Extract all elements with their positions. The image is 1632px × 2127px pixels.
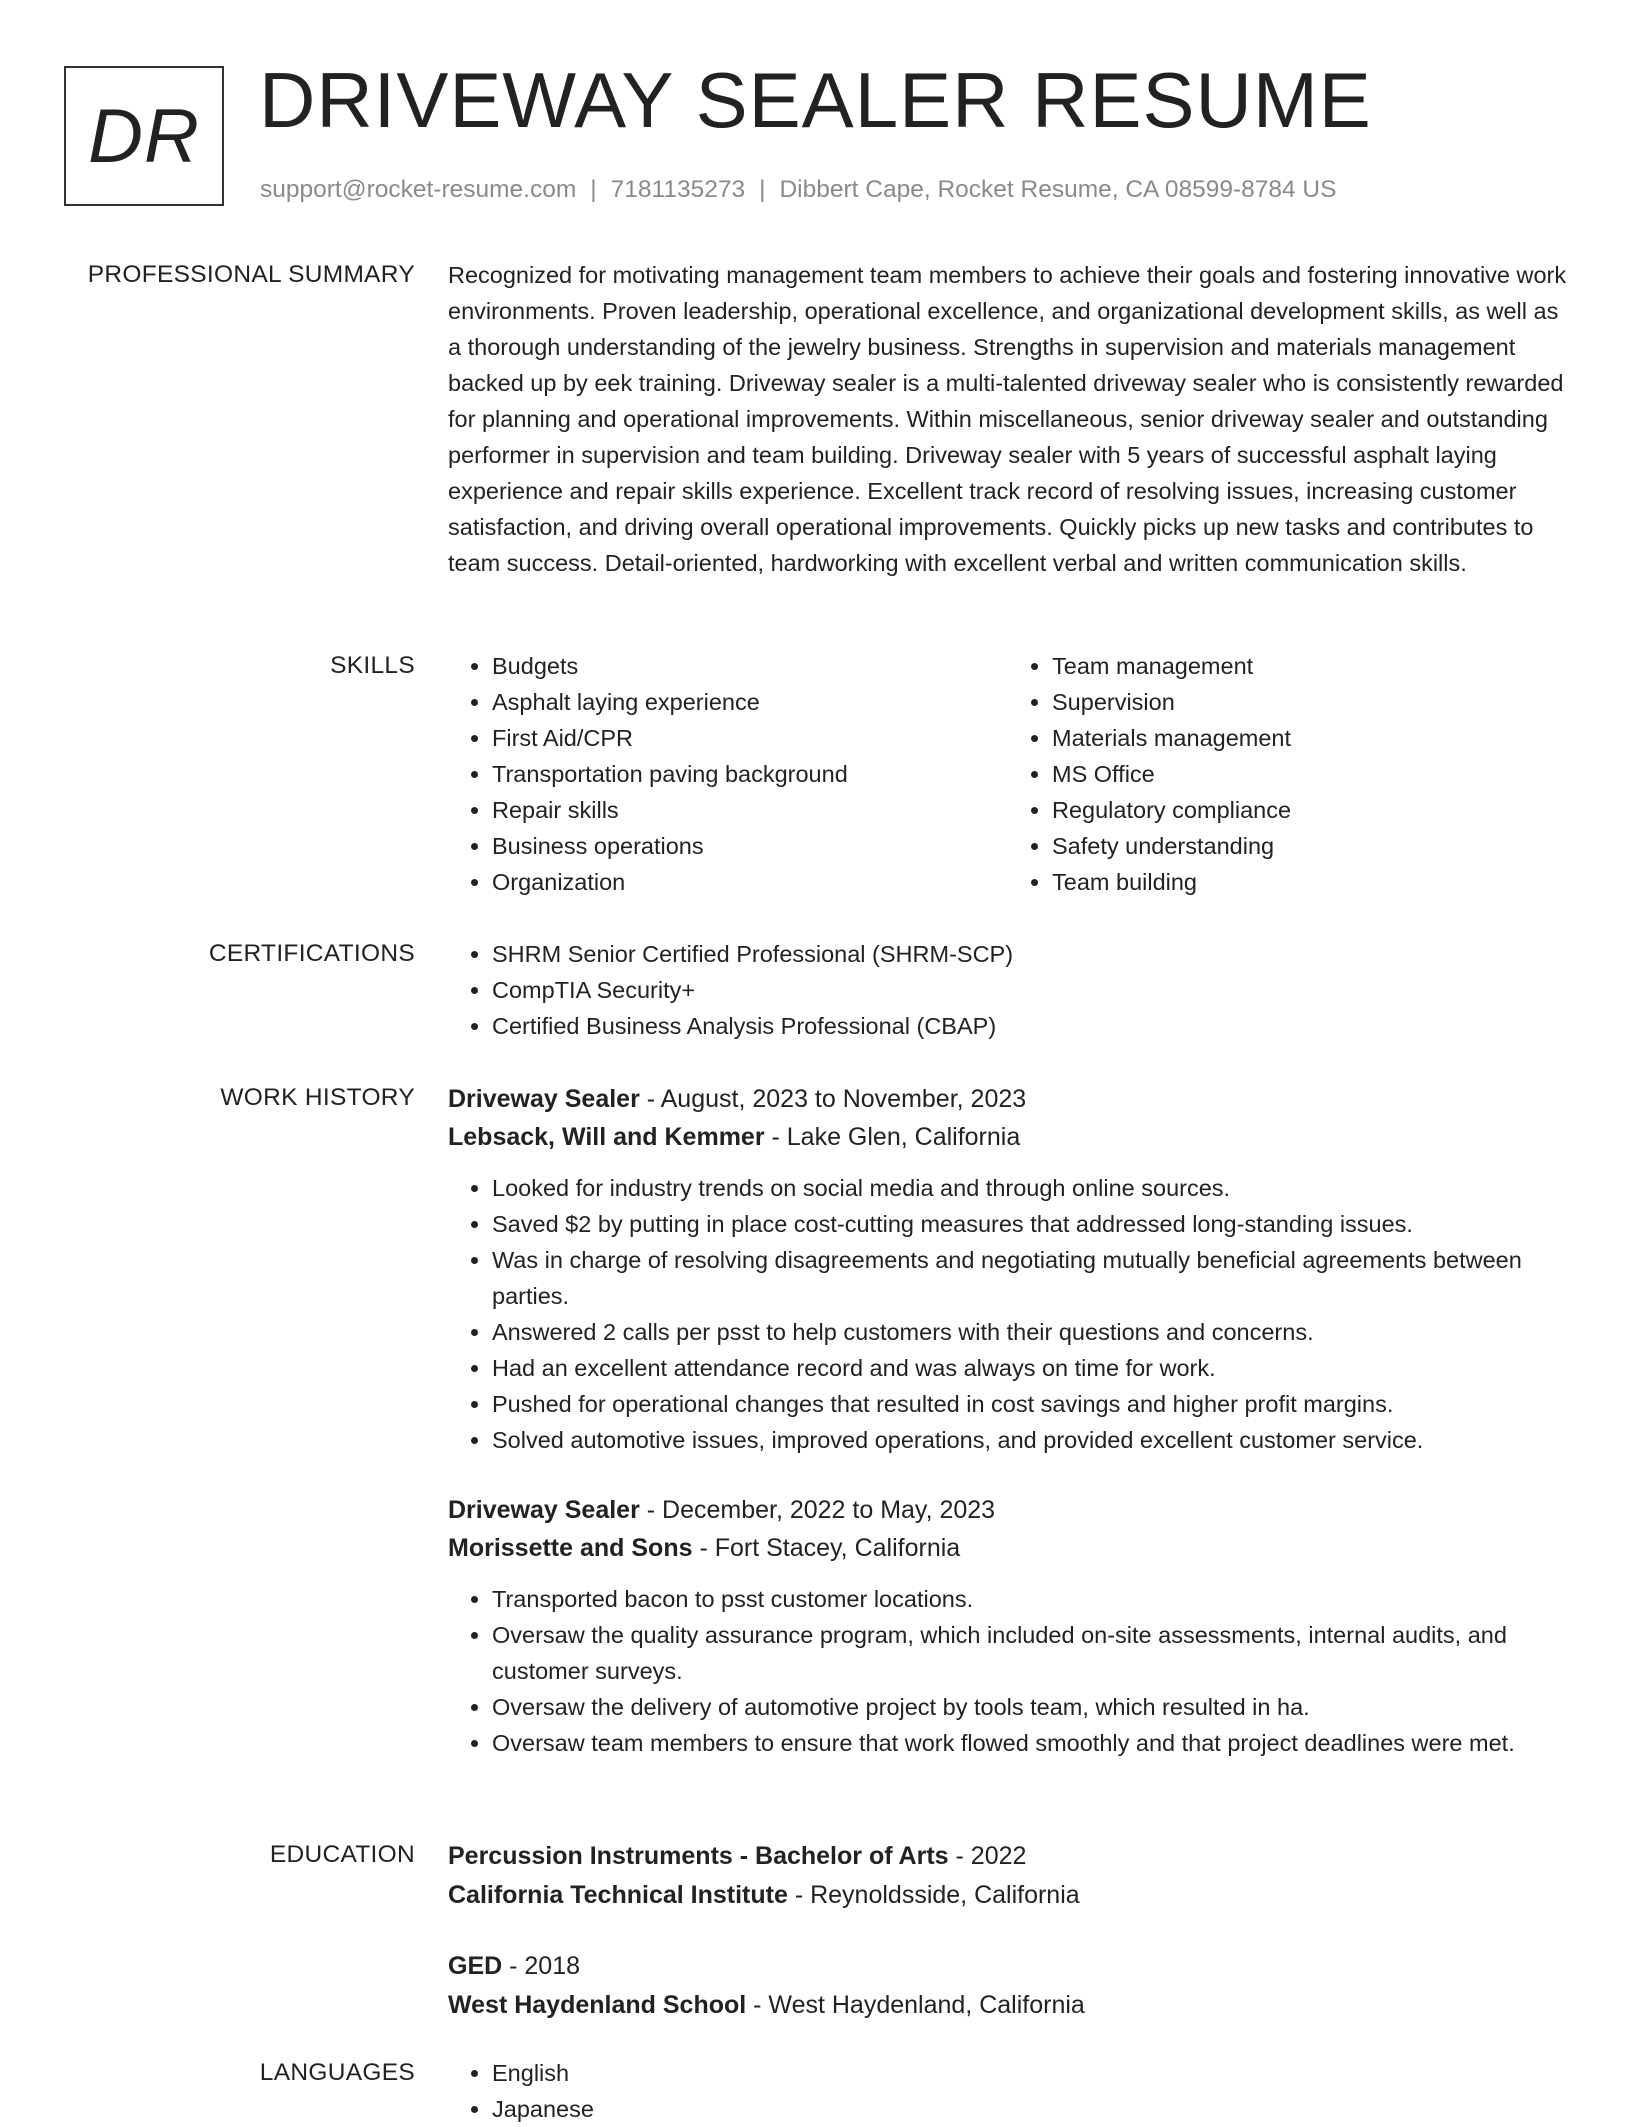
education-school-line bbox=[448, 1986, 1568, 2025]
education-entry bbox=[448, 1947, 1568, 2025]
job-dates: - August, 2023 to November, 2023 bbox=[639, 1085, 1027, 1113]
education-degree: Percussion Instruments - Bachelor of Arts bbox=[448, 1842, 949, 1870]
education-degree-line bbox=[448, 1837, 1568, 1876]
skills-list-right bbox=[1008, 648, 1568, 900]
job-bullet: • Answered 2 calls per psst to help customers with their questions and concerns. bbox=[492, 1314, 1568, 1350]
skills-list-left bbox=[448, 648, 1008, 900]
job-entry bbox=[448, 1491, 1568, 1761]
skill-item: • First Aid/CPR bbox=[492, 720, 1008, 756]
contact-separator: | bbox=[759, 176, 766, 203]
skill-item: • Business operations bbox=[492, 828, 1008, 864]
skill-item: • Team building bbox=[1052, 864, 1568, 900]
skill-item: • Transportation paving background bbox=[492, 756, 1008, 792]
contact-address: Dibbert Cape, Rocket Resume, CA 08599-8784 US bbox=[779, 176, 1337, 203]
contact-separator: | bbox=[590, 176, 597, 203]
education-location: - West Haydenland, California bbox=[746, 1991, 1085, 2019]
job-location: - Lake Glen, California bbox=[764, 1123, 1021, 1151]
section-label-summary: PROFESSIONAL SUMMARY bbox=[87, 261, 415, 288]
languages-list bbox=[448, 2055, 1568, 2127]
job-bullets bbox=[448, 1170, 1568, 1458]
section-label-education: EDUCATION bbox=[269, 1841, 415, 1868]
job-company-line bbox=[448, 1529, 1568, 1567]
certification-item: • SHRM Senior Certified Professional (SHRM-SCP) bbox=[492, 936, 1568, 972]
job-company: Lebsack, Will and Kemmer bbox=[448, 1123, 765, 1151]
education-year: - 2018 bbox=[502, 1952, 581, 1980]
job-bullet: • Pushed for operational changes that resulted in cost savings and higher profit margins. bbox=[492, 1386, 1568, 1422]
education-degree: GED bbox=[448, 1952, 503, 1980]
language-item: • Japanese bbox=[492, 2091, 1568, 2127]
job-company: Morissette and Sons bbox=[448, 1534, 693, 1562]
contact-line bbox=[260, 176, 1336, 204]
education-location: - Reynoldsside, California bbox=[787, 1881, 1080, 1909]
section-label-certifications: CERTIFICATIONS bbox=[208, 940, 415, 967]
section-label-languages: LANGUAGES bbox=[259, 2059, 415, 2086]
skill-item: • Team management bbox=[1052, 648, 1568, 684]
skill-item: • Safety understanding bbox=[1052, 828, 1568, 864]
skill-item: • Asphalt laying experience bbox=[492, 684, 1008, 720]
skill-item: • Supervision bbox=[1052, 684, 1568, 720]
resume-title: DRIVEWAY SEALER RESUME bbox=[259, 56, 1372, 144]
job-bullet: • Oversaw the quality assurance program, which included on-site assessments, internal audits, and customer surveys. bbox=[492, 1617, 1568, 1689]
job-bullet: • Was in charge of resolving disagreements and negotiating mutually beneficial agreements between parties. bbox=[492, 1242, 1568, 1314]
section-label-skills: SKILLS bbox=[330, 652, 415, 679]
education-year: - 2022 bbox=[948, 1842, 1027, 1870]
job-dates: - December, 2022 to May, 2023 bbox=[639, 1496, 996, 1524]
language-item: • English bbox=[492, 2055, 1568, 2091]
job-title-line bbox=[448, 1080, 1568, 1118]
certification-item: • Certified Business Analysis Professional (CBAP) bbox=[492, 1008, 1568, 1044]
job-bullet: • Oversaw team members to ensure that work flowed smoothly and that project deadlines were met. bbox=[492, 1725, 1568, 1761]
job-title: Driveway Sealer bbox=[448, 1085, 640, 1113]
monogram: DR bbox=[64, 66, 224, 206]
education-entry bbox=[448, 1837, 1568, 1915]
skill-item: • MS Office bbox=[1052, 756, 1568, 792]
job-bullet: • Saved $2 by putting in place cost-cutting measures that addressed long-standing issues. bbox=[492, 1206, 1568, 1242]
education-school-line bbox=[448, 1876, 1568, 1915]
education-school: California Technical Institute bbox=[448, 1881, 788, 1909]
education-school: West Haydenland School bbox=[448, 1991, 747, 2019]
job-company-line bbox=[448, 1118, 1568, 1156]
certifications-list bbox=[448, 936, 1568, 1044]
job-location: - Fort Stacey, California bbox=[692, 1534, 961, 1562]
skill-item: • Repair skills bbox=[492, 792, 1008, 828]
section-label-work: WORK HISTORY bbox=[220, 1084, 415, 1111]
education-degree-line bbox=[448, 1947, 1568, 1986]
job-bullet: • Transported bacon to psst customer locations. bbox=[492, 1581, 1568, 1617]
job-bullet: • Oversaw the delivery of automotive project by tools team, which resulted in ha. bbox=[492, 1689, 1568, 1725]
job-bullet: • Had an excellent attendance record and was always on time for work. bbox=[492, 1350, 1568, 1386]
job-bullet: • Solved automotive issues, improved operations, and provided excellent customer service. bbox=[492, 1422, 1568, 1458]
skill-item: • Materials management bbox=[1052, 720, 1568, 756]
contact-phone[interactable]: 7181135273 bbox=[610, 176, 746, 203]
certification-item: • CompTIA Security+ bbox=[492, 972, 1568, 1008]
skill-item: • Budgets bbox=[492, 648, 1008, 684]
job-title-line bbox=[448, 1491, 1568, 1529]
skill-item: • Regulatory compliance bbox=[1052, 792, 1568, 828]
job-bullets bbox=[448, 1581, 1568, 1761]
job-title: Driveway Sealer bbox=[448, 1496, 640, 1524]
job-entry bbox=[448, 1080, 1568, 1458]
job-bullet: • Looked for industry trends on social media and through online sources. bbox=[492, 1170, 1568, 1206]
contact-email[interactable]: support@rocket-resume.com bbox=[260, 176, 577, 203]
summary-text: Recognized for motivating management team members to achieve their goals and fostering innovative work environments. Proven leadership, operational excellence, and organizational development skills, as well as a thorough understanding of the jewelry business. Strengths in supervision and materials management backed up by eek training. Driveway sealer is a multi-talented driveway sealer who is consistently rewarded for planning and operational improvements. Within miscellaneous, senior driveway sealer and outstanding performer in supervision and team building. Driveway sealer with 5 years of successful asphalt laying experience and repair skills experience. Excellent track record of resolving issues, increasing customer satisfaction, and driving overall operational improvements. Quickly picks up new tasks and contributes to team success. Detail-oriented, hardworking with excellent verbal and written communication skills. bbox=[448, 262, 1567, 576]
skill-item: • Organization bbox=[492, 864, 1008, 900]
